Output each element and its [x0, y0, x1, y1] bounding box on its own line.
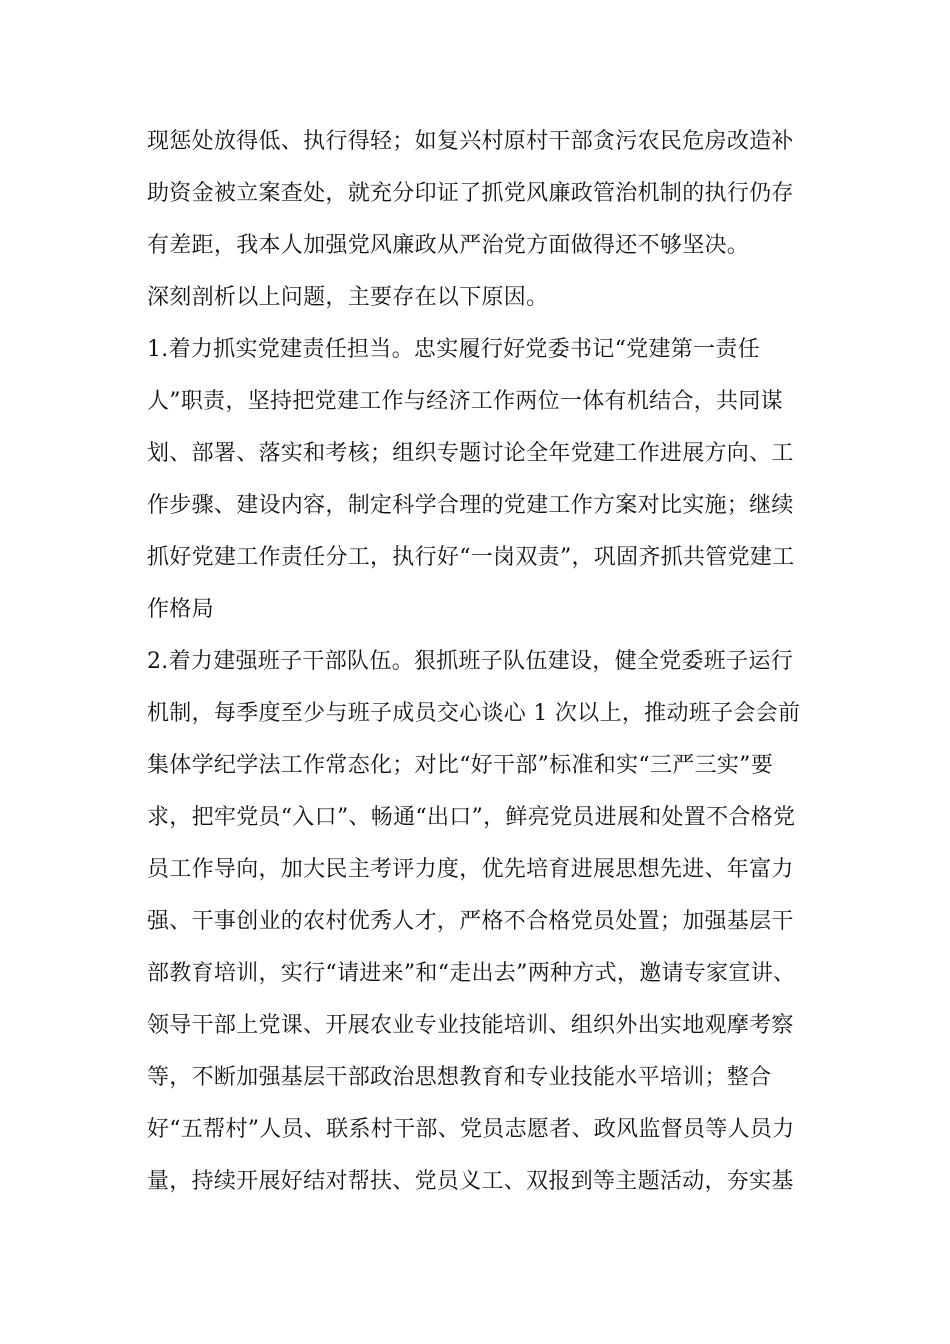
text-line: 部教育培训，实行“请进来”和“走出去”两种方式，邀请专家宣讲、 — [147, 961, 796, 986]
text-line: 领导干部上党课、开展农业专业技能培训、组织外出实地观摩考察 — [147, 1013, 794, 1038]
text-line: 员工作导向，加大民主考评力度，优先培育进展思想先进、年富力 — [147, 857, 794, 882]
text-line: 人”职责，坚持把党建工作与经济工作两位一体有机结合，共同谋 — [147, 389, 783, 414]
text-line: 2.着力建强班子干部队伍。狠抓班子队伍建设，健全党委班子运行 — [147, 649, 793, 674]
text-line: 助资金被立案查处，就充分印证了抓党风廉政管治机制的执行仍存 — [147, 181, 794, 206]
text-line: 求，把牢党员“入口”、畅通“出口”，鲜亮党员进展和处置不合格党 — [147, 805, 796, 830]
text-line: 抓好党建工作责任分工，执行好“一岗双责”，巩固齐抓共管党建工 — [147, 545, 795, 570]
text-line: 集体学纪学法工作常态化；对比“好干部”标准和实“三严三实”要 — [147, 753, 773, 778]
text-line: 划、部署、落实和考核；组织专题讨论全年党建工作进展方向、工 — [147, 441, 794, 466]
text-line: 现惩处放得低、执行得轻；如复兴村原村干部贪污农民危房改造补 — [147, 129, 794, 154]
text-line: 等，不断加强基层干部政治思想教育和专业技能水平培训；整合 — [147, 1065, 772, 1090]
text-line: 1.着力抓实党建责任担当。忠实履行好党委书记“党建第一责任 — [147, 337, 760, 362]
text-line: 机制，每季度至少与班子成员交心谈心 1 次以上，推动班子会会前 — [147, 701, 801, 726]
document-body — [147, 116, 807, 1208]
text-line: 作步骤、建设内容，制定科学合理的党建工作方案对比实施；继续 — [147, 493, 794, 518]
text-line: 深刻剖析以上问题，主要存在以下原因。 — [147, 285, 549, 310]
text-line: 有差距，我本人加强党风廉政从严治党方面做得还不够坚决。 — [147, 233, 750, 258]
text-line: 强、干事创业的农村优秀人才，严格不合格党员处置；加强基层干 — [147, 909, 794, 934]
text-line: 量，持续开展好结对帮扶、党员义工、双报到等主题活动，夯实基 — [147, 1169, 794, 1194]
text-line: 好“五帮村”人员、联系村干部、党员志愿者、政风监督员等人员力 — [147, 1117, 795, 1142]
text-line: 作格局 — [147, 597, 214, 622]
